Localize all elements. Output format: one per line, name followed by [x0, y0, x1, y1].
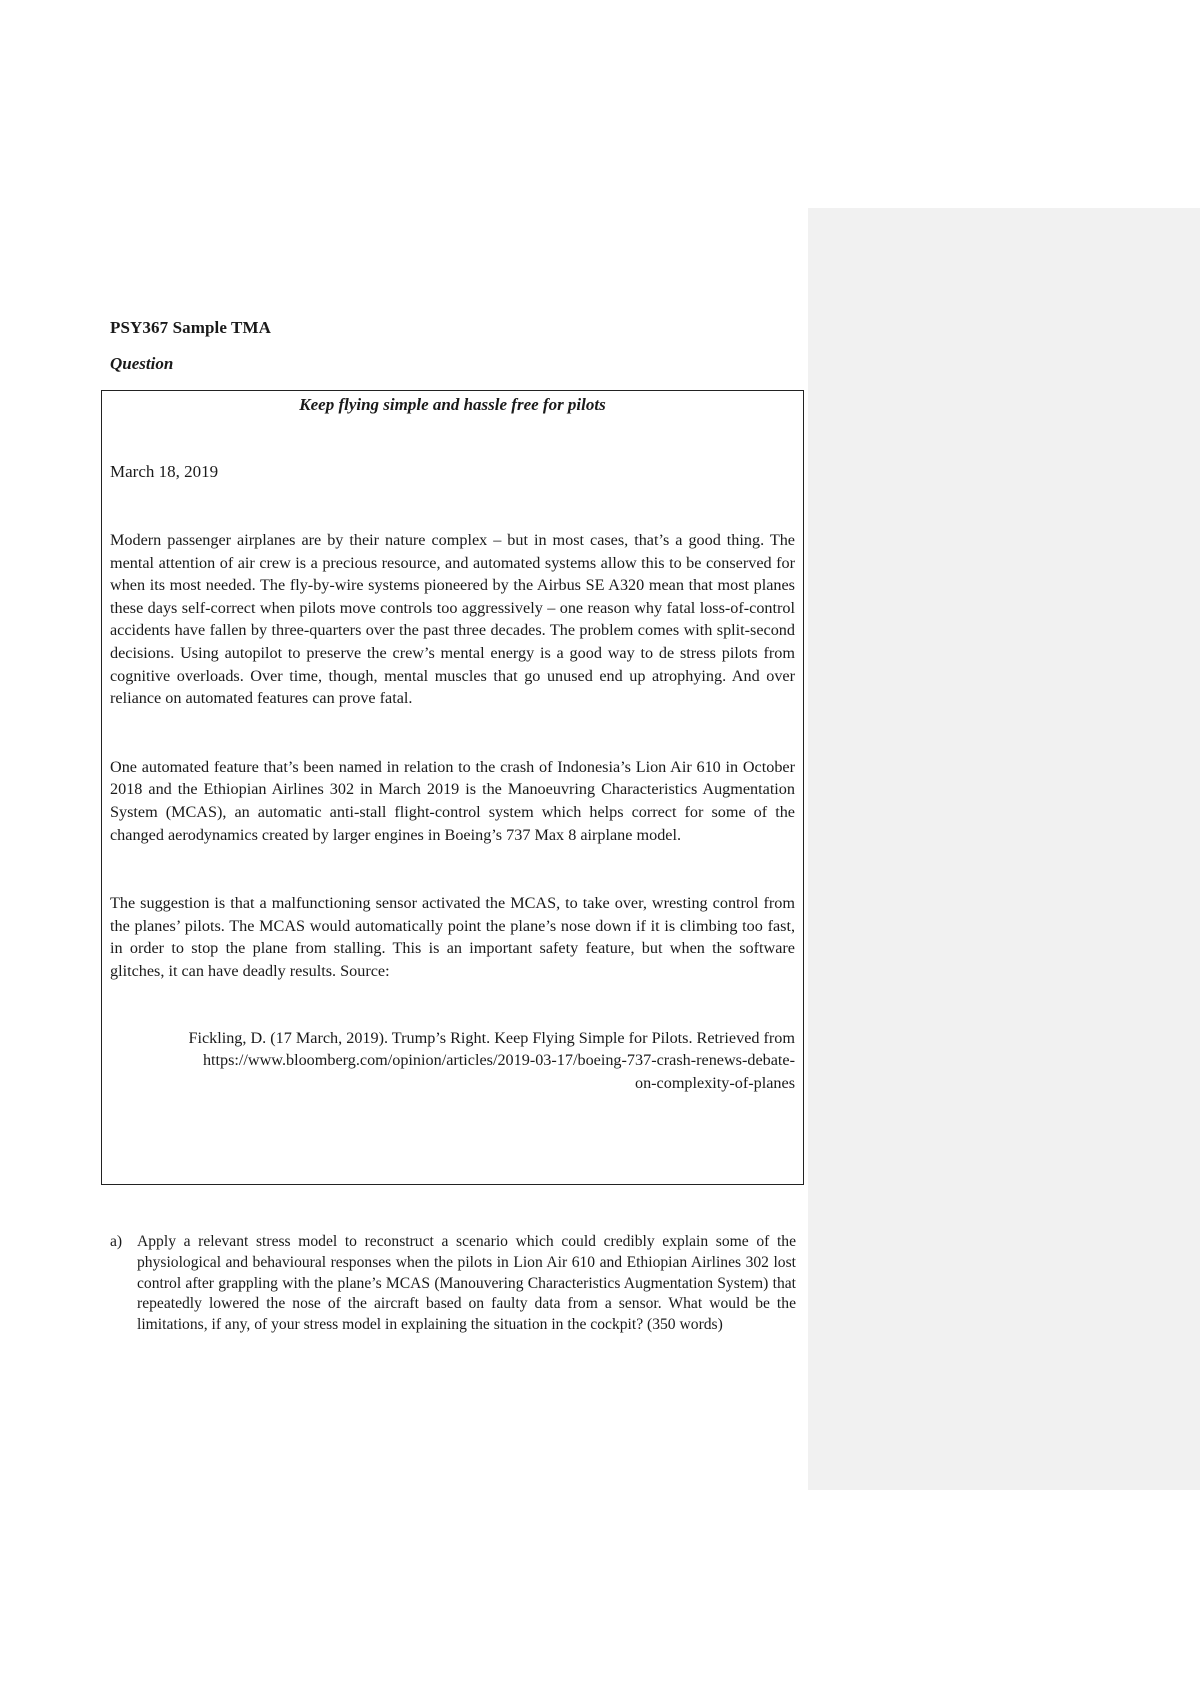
document-title: PSY367 Sample TMA [110, 318, 272, 337]
source-url-line2[interactable]: on-complexity-of-planes [634, 1073, 795, 1092]
article-paragraph: The suggestion is that a malfunctioning sensor activated the MCAS, to take over, wresting control from the planes’ pilots. The MCAS would automatically point the plane’s nose down if it is climbing too fast, in order to stop the plane from stalling. This is an important safety feature, but when the software glitches, it can have deadly results. Source: [110, 894, 795, 980]
comment-pane [808, 208, 1200, 1490]
article-paragraph: Modern passenger airplanes are by their nature complex – but in most cases, that’s a good thing. The mental attention of air crew is a precious resource, and automated systems allow this to be conserved for when its most needed. The fly-by-wire systems pioneered by the Airbus SE A320 mean that most planes these days self-correct when pilots move controls too aggressively – one reason why fatal loss-of-control accidents have fallen by three-quarters over the past three decades. The problem comes with split-second decisions. Using autopilot to preserve the crew’s mental energy is a good way to de stress pilots from cognitive overloads. Over time, though, mental muscles that go unused end up atrophying. And over reliance on automated features can prove fatal. [110, 531, 795, 708]
question-item [110, 1232, 796, 1336]
article-heading: Keep flying simple and hassle free for pilots [299, 395, 606, 414]
question-marker: a) [110, 1233, 123, 1250]
article-paragraph: One automated feature that’s been named in relation to the crash of Indonesia’s Lion Air 610 in October 2018 and the Ethiopian Airlines 302 in March 2019 is the Manoeuvring Characteristics Augmentation System (MCAS), an automatic anti-stall flight-control system which helps correct for some of the changed aerodynamics created by larger engines in Boeing’s 737 Max 8 airplane model. [110, 757, 795, 844]
document-subtitle: Question [110, 354, 174, 373]
article-source [110, 1027, 795, 1095]
question-text: Apply a relevant stress model to reconstruct a scenario which could credibly explain some of the physiological and behavioural responses when the pilots in Lion Air 610 and Ethiopian Airlines 302 lost control after grappling with the plane’s MCAS (Manouvering Characteristics Augmentation System) that repeatedly lowered the nose of the aircraft based on faulty data from a sensor. What would be the limitations, if any, of your stress model in explaining the situation in the cockpit? (350 words) [137, 1233, 796, 1334]
source-citation: Fickling, D. (17 March, 2019). Trump’s Right. Keep Flying Simple for Pilots. Retrieved from [188, 1028, 795, 1047]
source-url-line1[interactable]: https://www.bloomberg.com/opinion/articles/2019-03-17/boeing-737-crash-renews-debate- [202, 1051, 795, 1070]
question-list [110, 1232, 796, 1336]
article-date: March 18, 2019 [110, 462, 219, 481]
article-box [101, 390, 804, 1185]
